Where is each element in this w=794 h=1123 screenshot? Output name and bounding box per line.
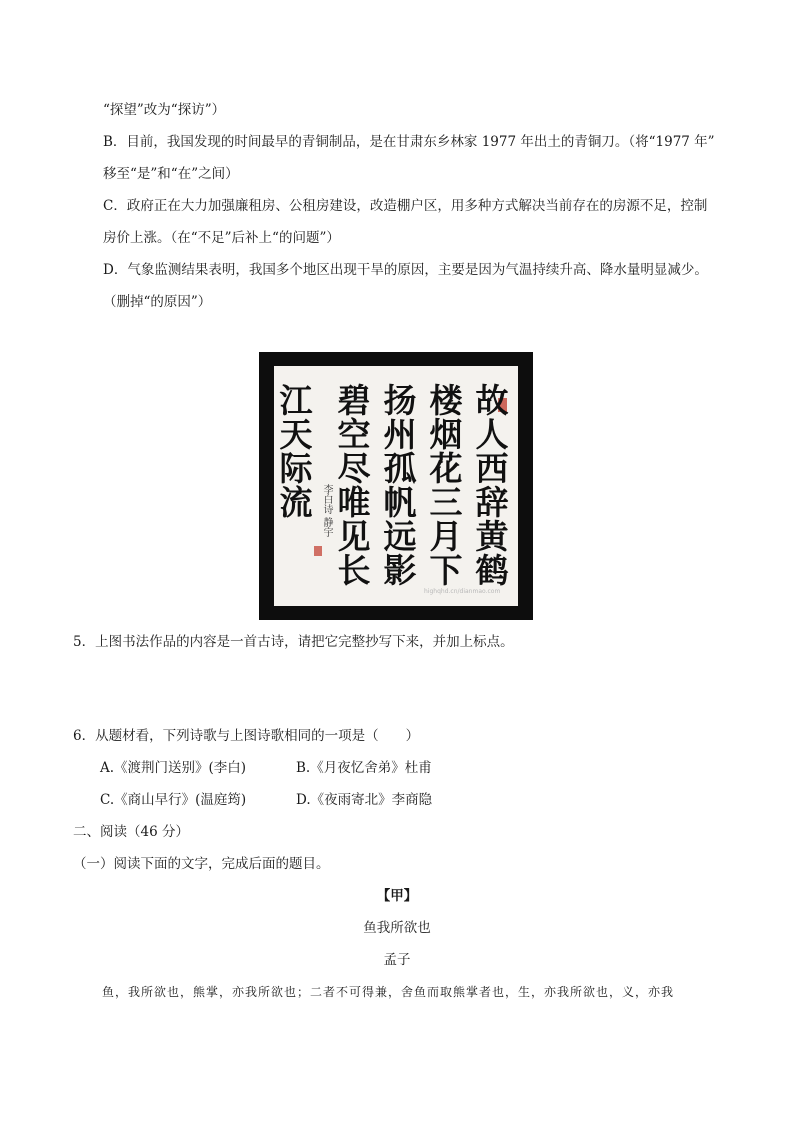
calligraphy-column-2 [426,381,466,590]
calligraphy-char: 尽 [337,449,371,488]
jia-label: 【甲】 [376,888,418,904]
question-6-option-d: D.《夜雨寄北》李商隐 [296,792,433,808]
option-d-line2: （删掉“的原因”） [103,294,212,310]
calligraphy-char: 下 [429,551,463,590]
calligraphy-char: 月 [429,517,463,556]
question-6-option-a: A.《渡荆门送别》(李白) [100,760,247,776]
calligraphy-char: 际 [279,449,313,488]
calligraphy-char: 人 [475,415,509,454]
question-5: 5．上图书法作品的内容是一首古诗，请把它完整抄写下来，并加上标点。 [73,634,514,650]
calligraphy-column-1 [472,381,512,590]
calligraphy-paper [274,366,518,606]
calligraphy-char: 孤 [383,449,417,488]
calligraphy-char: 黄 [475,517,509,556]
calligraphy-char: 鹤 [475,551,509,590]
calligraphy-char: 流 [279,483,313,522]
calligraphy-char: 空 [337,415,371,454]
option-b-line1: B．目前，我国发现的时间最早的青铜制品，是在甘肃东乡林家 1977 年出土的青铜刀。（将“1977 年” [103,134,715,150]
calligraphy-char: 远 [383,517,417,556]
watermark-text: highqhd.cn/dianmao.com [424,588,501,595]
calligraphy-char: 故 [475,381,509,420]
calligraphy-column-4 [334,381,374,590]
calligraphy-char: 辞 [475,483,509,522]
calligraphy-char: 碧 [337,381,371,420]
calligraphy-char: 影 [383,551,417,590]
section-2-heading: 二、阅读（46 分） [73,824,189,840]
calligraphy-image [259,352,533,620]
calligraphy-signature: 李白诗 静宇 [321,484,332,538]
text-author: 孟子 [383,952,411,968]
text-title: 鱼我所欲也 [363,920,431,936]
calligraphy-char: 州 [383,415,417,454]
item-d-tail: “探望”改为“探访”） [103,102,226,118]
option-d-line1: D．气象监测结果表明，我国多个地区出现干旱的原因，主要是因为气温持续升高、降水量明显减少。 [103,262,708,278]
calligraphy-char: 花 [429,449,463,488]
calligraphy-char: 扬 [383,381,417,420]
calligraphy-char: 帆 [383,483,417,522]
question-6-option-c: C.《商山早行》(温庭筠) [100,792,247,808]
option-c-line2: 房价上涨。（在“不足”后补上“的问题”） [103,230,340,246]
option-b-line2: 移至“是”和“在”之间） [103,166,239,182]
calligraphy-char: 江 [279,381,313,420]
section-2-1-heading: （一）阅读下面的文字，完成后面的题目。 [73,856,330,872]
option-c-line1: C．政府正在大力加强廉租房、公租房建设，改造棚户区，用多种方式解决当前存在的房源不足，控制 [103,198,708,214]
calligraphy-char: 见 [337,517,371,556]
calligraphy-char: 天 [279,415,313,454]
passage-line-1: 鱼，我所欲也，熊掌，亦我所欲也；二者不可得兼，舍鱼而取熊掌者也，生，亦我所欲也，义，亦我 [102,985,675,999]
question-6-stem: 6．从题材看，下列诗歌与上图诗歌相同的一项是（ ） [73,728,420,744]
question-6-option-b: B.《月夜忆舍弟》杜甫 [296,760,432,776]
calligraphy-column-3 [380,381,420,590]
calligraphy-char: 西 [475,449,509,488]
calligraphy-char: 烟 [429,415,463,454]
calligraphy-char: 楼 [429,381,463,420]
calligraphy-char: 唯 [337,483,371,522]
calligraphy-char: 三 [429,483,463,522]
calligraphy-char: 长 [337,551,371,590]
signature-seal-icon [314,546,322,556]
